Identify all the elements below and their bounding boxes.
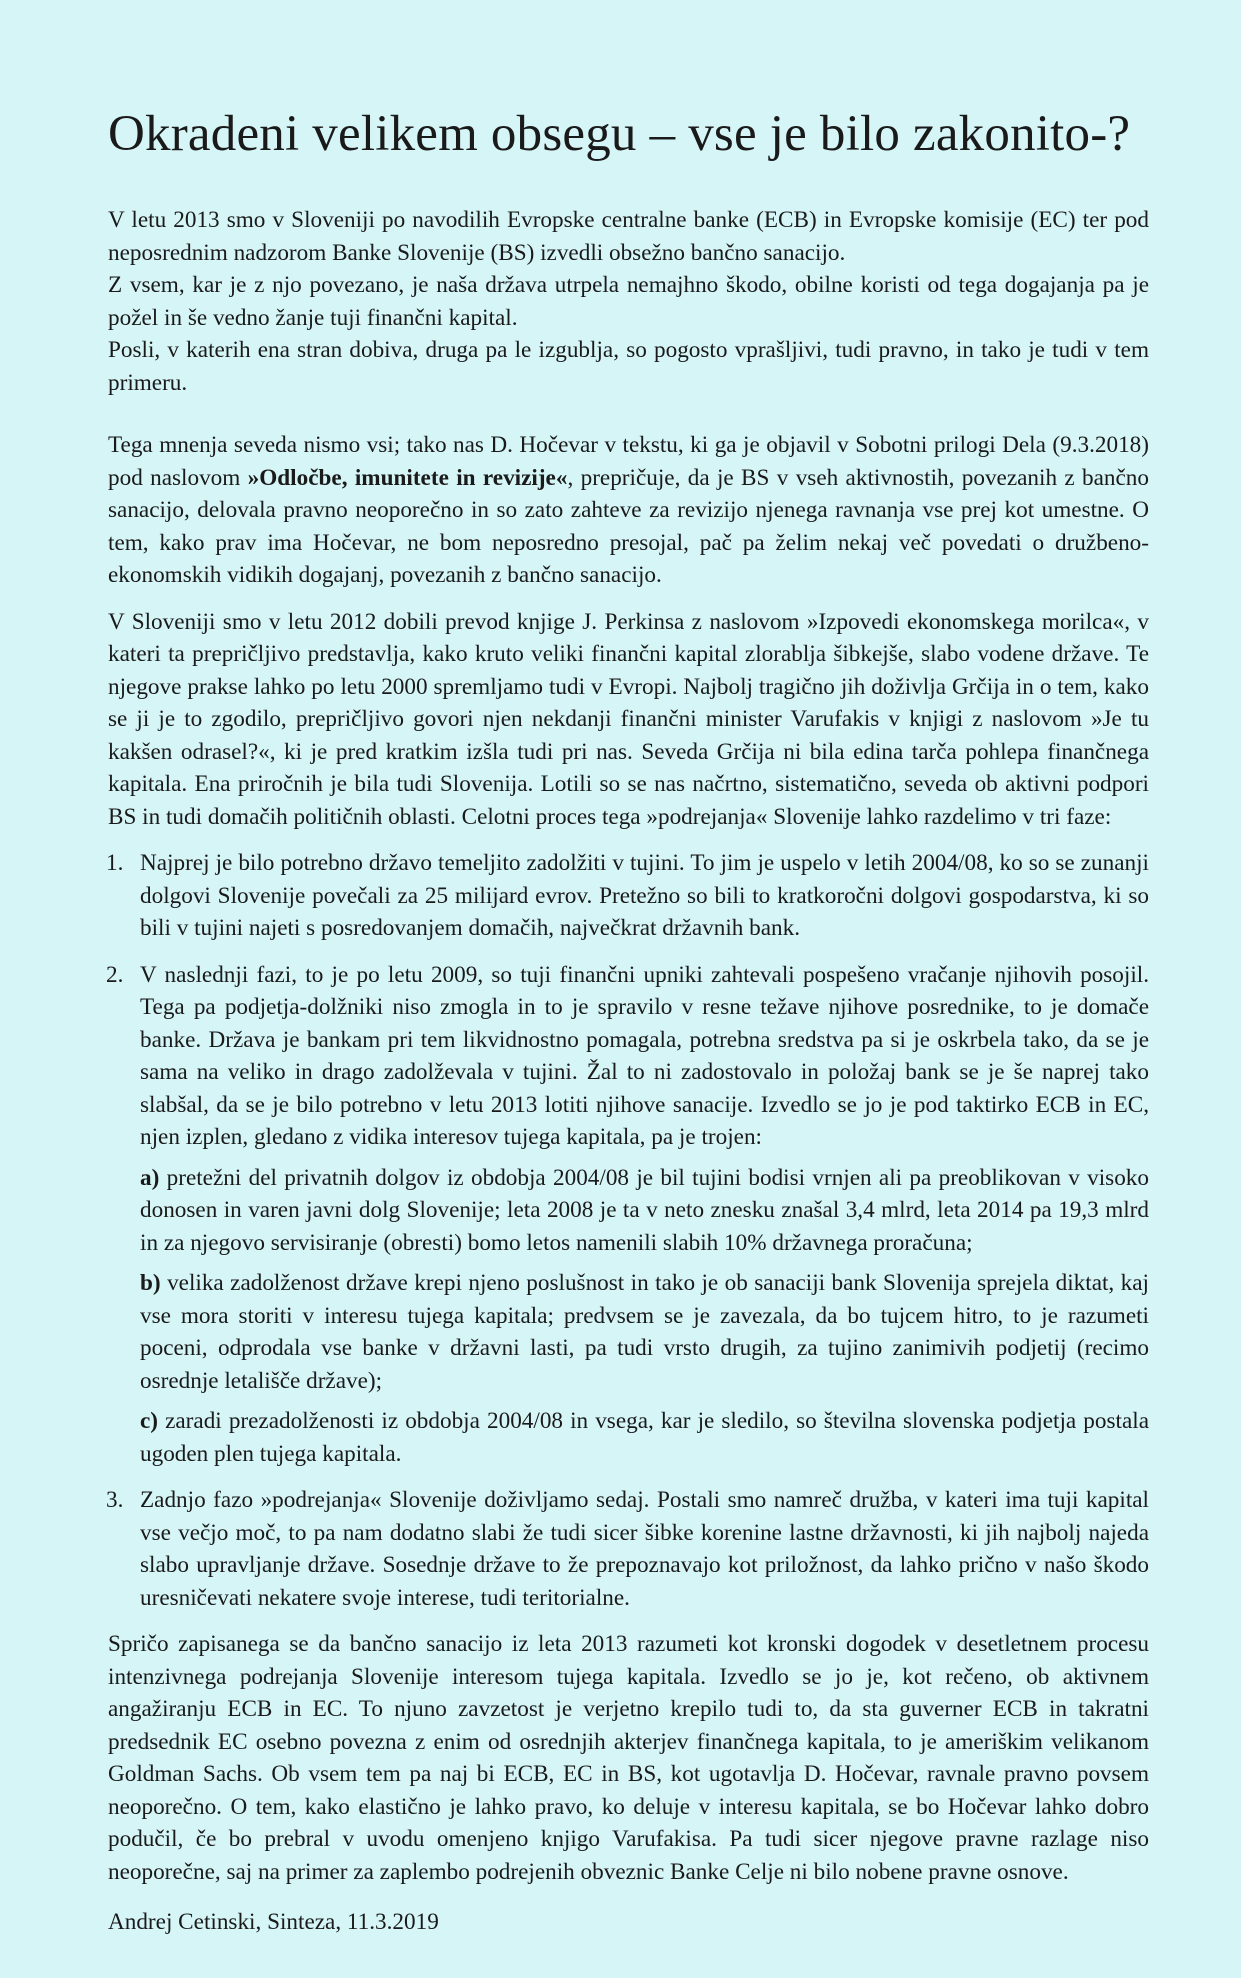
article-title-reference: »Odločbe, imunitete in revizije« [247,464,568,491]
list-number: 3. [106,1487,124,1513]
sub-item-text: velika zadolženost države krepi njeno poslušnost in tako je ob sanaciji bank Slovenija sprejela diktat, kaj vse mora storiti v interesu tujega kapitala; predvsem se je zavezala, da bo tujcem hitro, to je razumeti poceni, odprodala vse banke v državni lasti, pa tudi vrsto drugih, za tujino zanimivih podjetij (recimo osrednje letališče države); [140,1270,1149,1394]
signature: Andrej Cetinski, Sinteza, 11.3.2019 [108,1909,439,1935]
sub-item-b [140,1267,1149,1397]
sub-item-text: zaradi prezadolženosti iz obdobja 2004/08 in vsega, kar je sledilo, so številna slovenska podjetja postala ugoden plen tujega kapitala. [140,1408,1149,1467]
list-item-text: V naslednji fazi, to je po letu 2009, so tuji finančni upniki zahtevali pospešeno vračanje njihovih posojil. Tega pa podjetja-dolžniki niso zmogla in to je spravilo v resne težave njihove posrednike, to je domače banke. Država je bankam pri tem likvidnostno pomagala, potrebna sredstva pa si je oskrbela tako, da se je sama na veliko in drago zadolževala v tujini. Žal to ni zadostovalo in položaj bank se je še naprej tako slabšal, da se je bilo potrebno v letu 2013 lotiti njihove sanacije. Izvedlo se jo je pod taktirko ECB in EC, njen izplen, gledano z vidika interesov tujega kapitala, pa je trojen: [140,961,1149,1150]
intro-paragraph-2: Z vsem, kar je z njo povezano, je naša država utrpela nemajhno škodo, obilne koristi od tega dogajanja pa je požel in še vedno žanje tuji finančni kapital. [108,272,1149,331]
list-item-1 [108,847,1149,945]
paragraph-hocevar-lead: Tega mnenja seveda nismo vsi; tako nas D. Hočevar v tekstu, ki ga je objavil v Sobotni prilogi Dela (9.3.2018) pod naslovom [108,432,1149,491]
list-item-text: Zadnjo fazo »podrejanja« Slovenije doživljamo sedaj. Postali smo namreč družba, v kateri ima tuji kapital vse večjo moč, to pa nam dodatno slabi že tudi sicer šibke korenine lastne državnosti, ki jih najbolj najeda slabo upravljanje države. Sosednje države to že prepoznavajo kot priložnost, da lahko pričnо v našo škodo uresničevati nekatere svoje interese, tudi teritorialne. [140,1487,1149,1611]
list-number: 1. [106,850,124,876]
intro-paragraph-3: Posli, v katerih ena stran dobiva, druga pa le izgublja, so pogosto vprašljivi, tudi pravno, in tako je tudi v tem primeru. [108,337,1149,396]
sub-item-label: c) [140,1408,159,1434]
list-number: 2. [106,961,124,988]
sub-item-text: pretežni del privatnih dolgov iz obdobja 2004/08 je bil tujini bodisi vrnjen ali pa preoblikovan v visoko donosen in varen javni dolg Slovenije; leta 2008 je ta v neto znesku znašal 3,4 mlrd, leta 2014 pa 19,3 mlrd in za njegovo servisiranje (obresti) bomo letos namenili slabih 10% državnega proračuna; [140,1164,1149,1256]
sub-item-label: a) [140,1164,160,1191]
paragraph-perkins: V Sloveniji smo v letu 2012 dobili prevod knjige J. Perkinsa z naslovom »Izpovedi ekonomskega morilca«, v kateri ta prepričljivo predstavlja, kako kruto veliki finančni kapital zlorablja šibkejše, slabo vodene države. Te njegove prakse lahko po letu 2000 spremljamo tudi v Evropi. Najbolj tragično jih doživlja Grčija in o tem, kako se ji je to zgodilo, prepričljivo govori njen nekdanji finančni minister Varufakis v knjigi z naslovom »Je tu kakšen odrasel?«, ki je pred kratkim izšla tudi pri nas. Seveda Grčija ni bila edina tarča pohlepa finančnega kapitala. Ena priročnih je bila tudi Slovenija. Lotili so se nas načrtno, sistematično, seveda ob aktivni podpori BS in tudi domačih političnih oblasti. Celotni proces tega »podrejanja« Slovenije lahko razdelimo v tri faze: [108,608,1149,830]
list-item-3 [108,1484,1149,1614]
sub-item-a [140,1162,1149,1260]
intro-paragraph-1: V letu 2013 smo v Sloveniji po navodilih Evropske centralne banke (ECB) in Evropske komisije (EC) ter pod neposrednim nadzorom Banke Slovenije (BS) izvedli obsežno bančno sanacijo. [108,207,1149,266]
sub-item-c [140,1405,1149,1470]
paragraph-conclusion: Spričo zapisanega se da bančno sanacijo iz leta 2013 razumeti kot kronski dogodek v desetletnem procesu intenzivnega podrejanja Slovenije interesom tujega kapitala. Izvedlo se jo je, kot rečeno, ob aktivnem angažiranju ECB in EC. To njuno zavzetost je verjetno krepilo tudi to, da sta guverner ECB in takratni predsednik EC osebno povezna z enim od osrednjih akterjev finančnega kapitala, to je ameriškim velikanom Goldman Sachs. Ob vsem tem pa naj bi ECB, EC in BS, kot ugotavlja D. Hočevar, ravnale pravno povsem neoporečno. O tem, kako elastično je lahko pravo, ko deluje v interesu kapitala, se bo Hočevar lahko dobro podučil, če bo prebral v uvodu omenjeno knjigo Varufakisa. Pa tudi sicer njegove pravne razlage niso neoporečne, saj na primer za zaplembo podrejenih obveznic Banke Celje ni bilo nobene pravne osnove. [108,1631,1149,1885]
paragraph-hocevar-rest: , prepričuje, da je BS v vseh aktivnostih, povezanih z bančno sanacijo, delovala pravno neoporečno in so zato zahteve za revizijo njenega ravnanja vse prej kot umestne. O tem, kako prav ima Hočevar, ne bom neposredno presojal, pač pa želim nekaj več povedati o družbeno-ekonomskih vidikih dogajanj, povezanih z bančno sanacijo. [108,464,1149,588]
list-item-2 [108,959,1149,1471]
list-item-text: Najprej je bilo potrebno državo temeljito zadolžiti v tujini. To jim je uspelo v letih 2004/08, ko so se zunanji dolgovi Slovenije povečali za 25 milijard evrov. Pretežno so bili to kratkoročni dolgovi gospodarstva, ki so bili v tujini najeti s posredovanjem domačih, največkrat državnih bank. [140,850,1149,941]
sub-item-label: b) [140,1270,161,1296]
paragraph-hocevar [108,429,1149,592]
document-title: Okradeni velikem obsegu – vse je bilo zakonito-? [108,106,1131,162]
